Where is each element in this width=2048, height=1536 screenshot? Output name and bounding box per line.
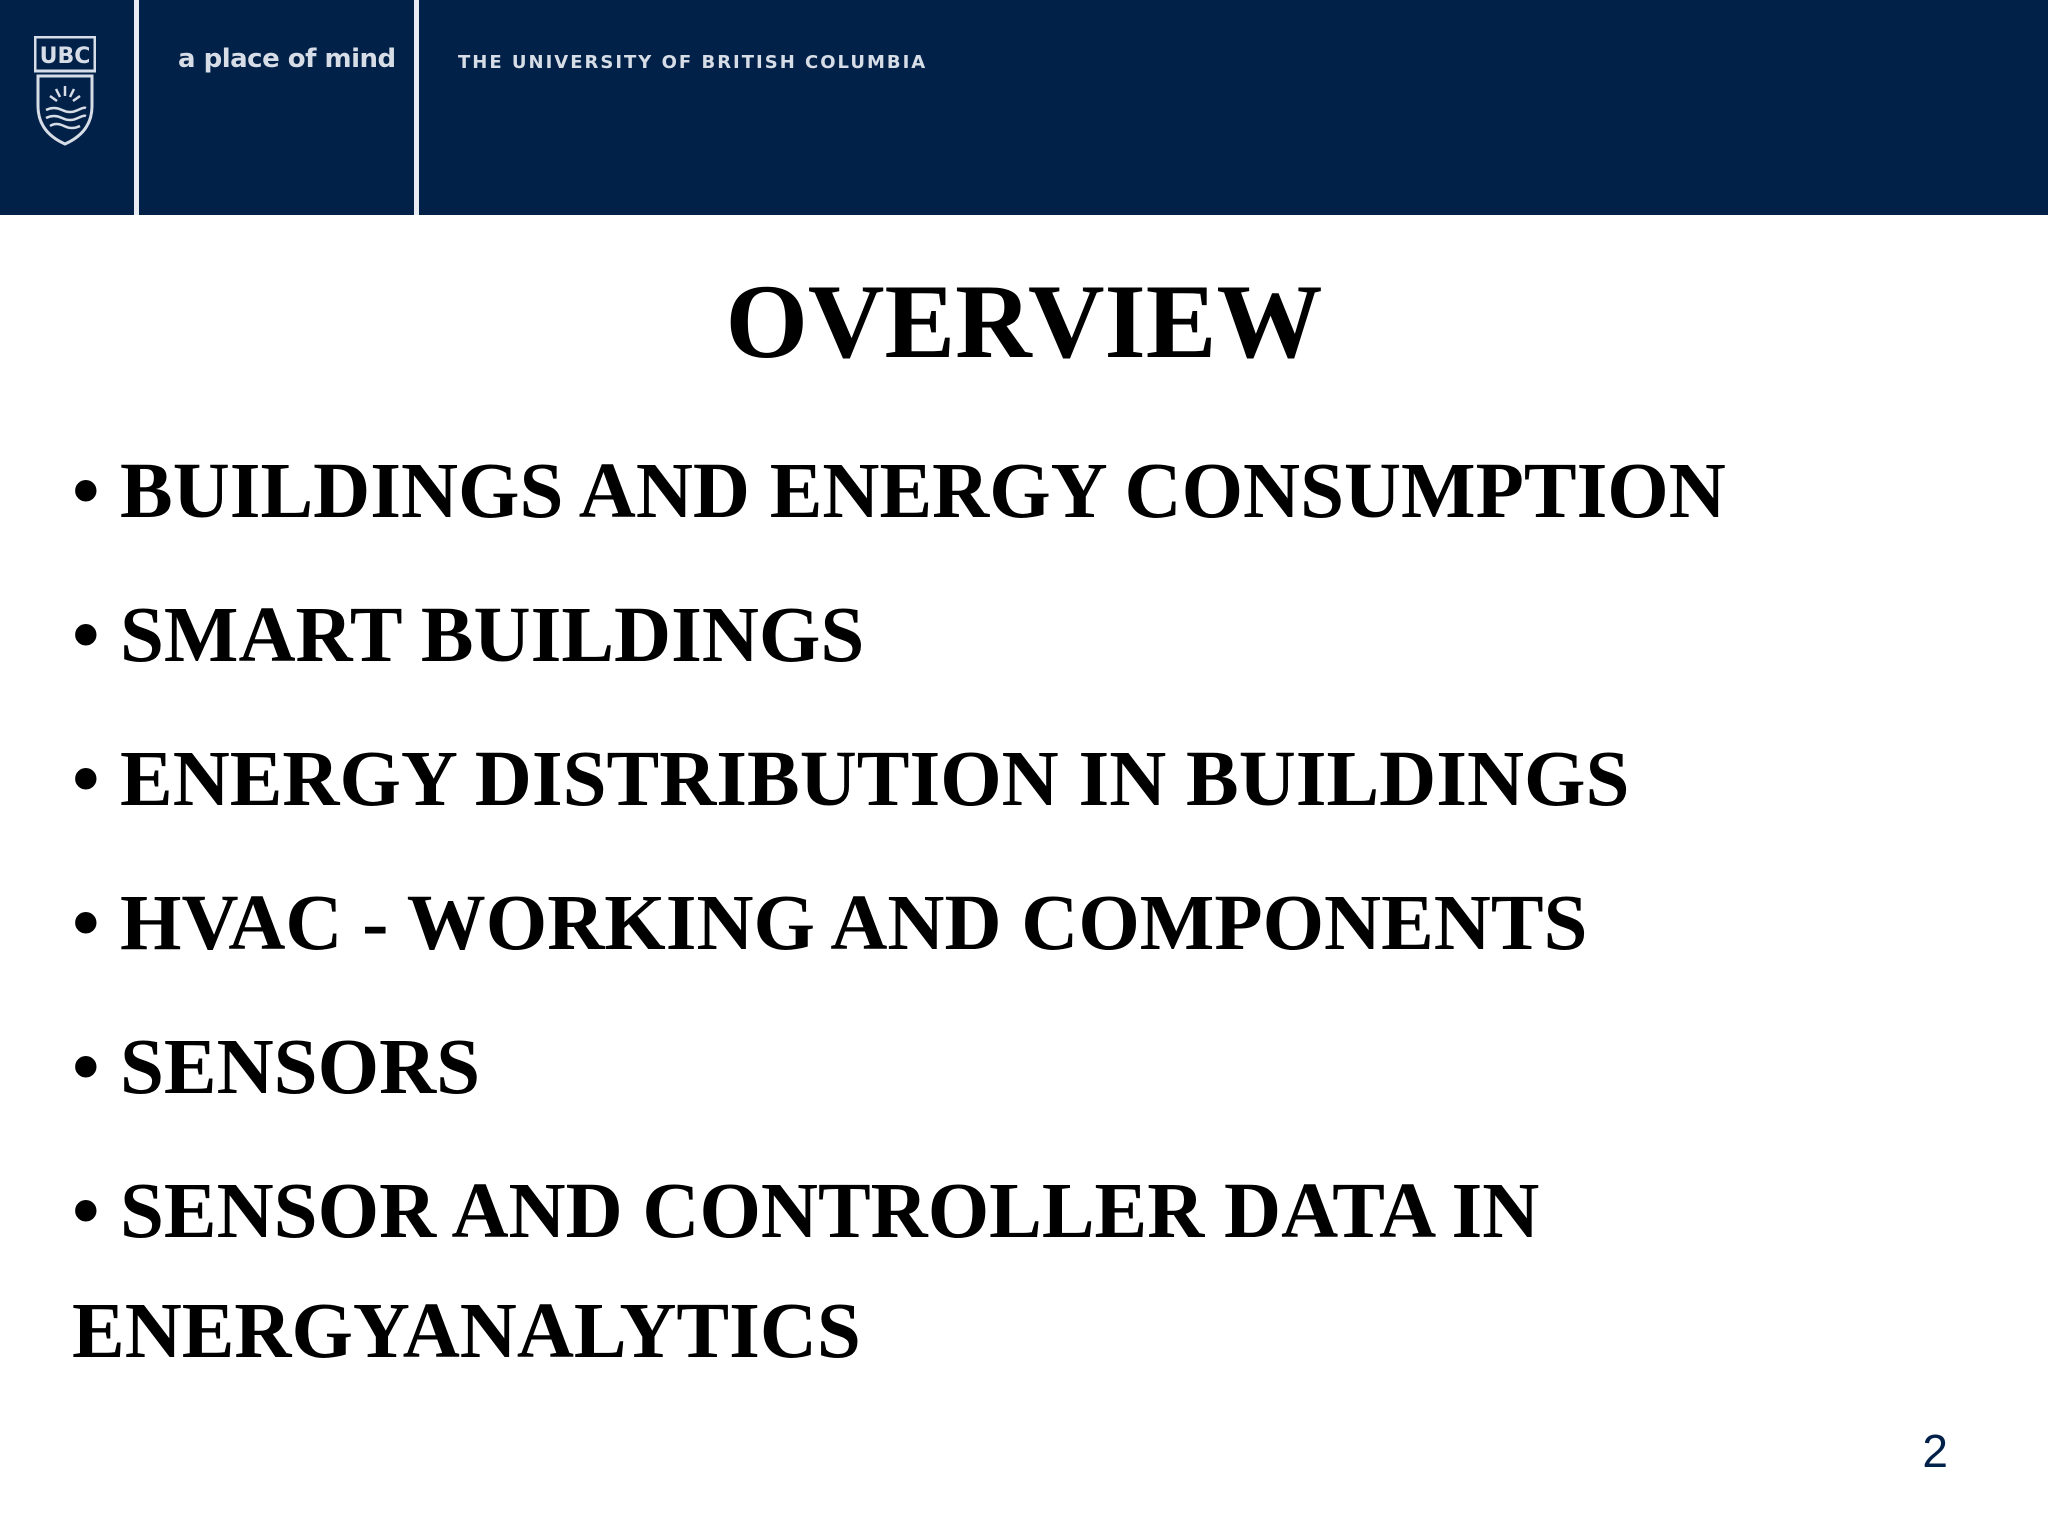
header-banner	[0, 0, 2048, 215]
bullet-text: SENSORS	[120, 1024, 481, 1111]
bullet-continuation: ENERGYANALYTICS	[72, 1288, 861, 1375]
bullet-item	[72, 852, 2012, 996]
bullet-item	[72, 420, 2012, 564]
bullet-text: BUILDINGS AND ENERGY CONSUMPTION	[120, 448, 1726, 535]
bullet-dot: •	[72, 1168, 100, 1255]
bullet-item	[72, 708, 2012, 852]
bullet-list	[72, 420, 2012, 1284]
bullet-dot: •	[72, 736, 100, 823]
banner-divider	[134, 0, 139, 215]
page-number: 2	[1922, 1425, 1948, 1477]
bullet-text: HVAC - WORKING AND COMPONENTS	[120, 880, 1588, 967]
bullet-item	[72, 996, 2012, 1140]
bullet-dot: •	[72, 1024, 100, 1111]
banner-divider	[414, 0, 419, 215]
bullet-item	[72, 564, 2012, 708]
bullet-item	[72, 1140, 2012, 1284]
tagline: a place of mind	[178, 44, 396, 74]
bullet-text: SMART BUILDINGS	[120, 592, 865, 679]
bullet-text: SENSOR AND CONTROLLER DATA IN	[120, 1168, 1540, 1255]
bullet-dot: •	[72, 592, 100, 679]
bullet-text: ENERGY DISTRIBUTION IN BUILDINGS	[120, 736, 1630, 823]
logo-text: UBC	[39, 44, 91, 69]
slide-title: OVERVIEW	[725, 263, 1323, 380]
university-name: THE UNIVERSITY OF BRITISH COLUMBIA	[458, 52, 928, 73]
bullet-dot: •	[72, 448, 100, 535]
ubc-crest-logo	[34, 36, 96, 146]
bullet-dot: •	[72, 880, 100, 967]
